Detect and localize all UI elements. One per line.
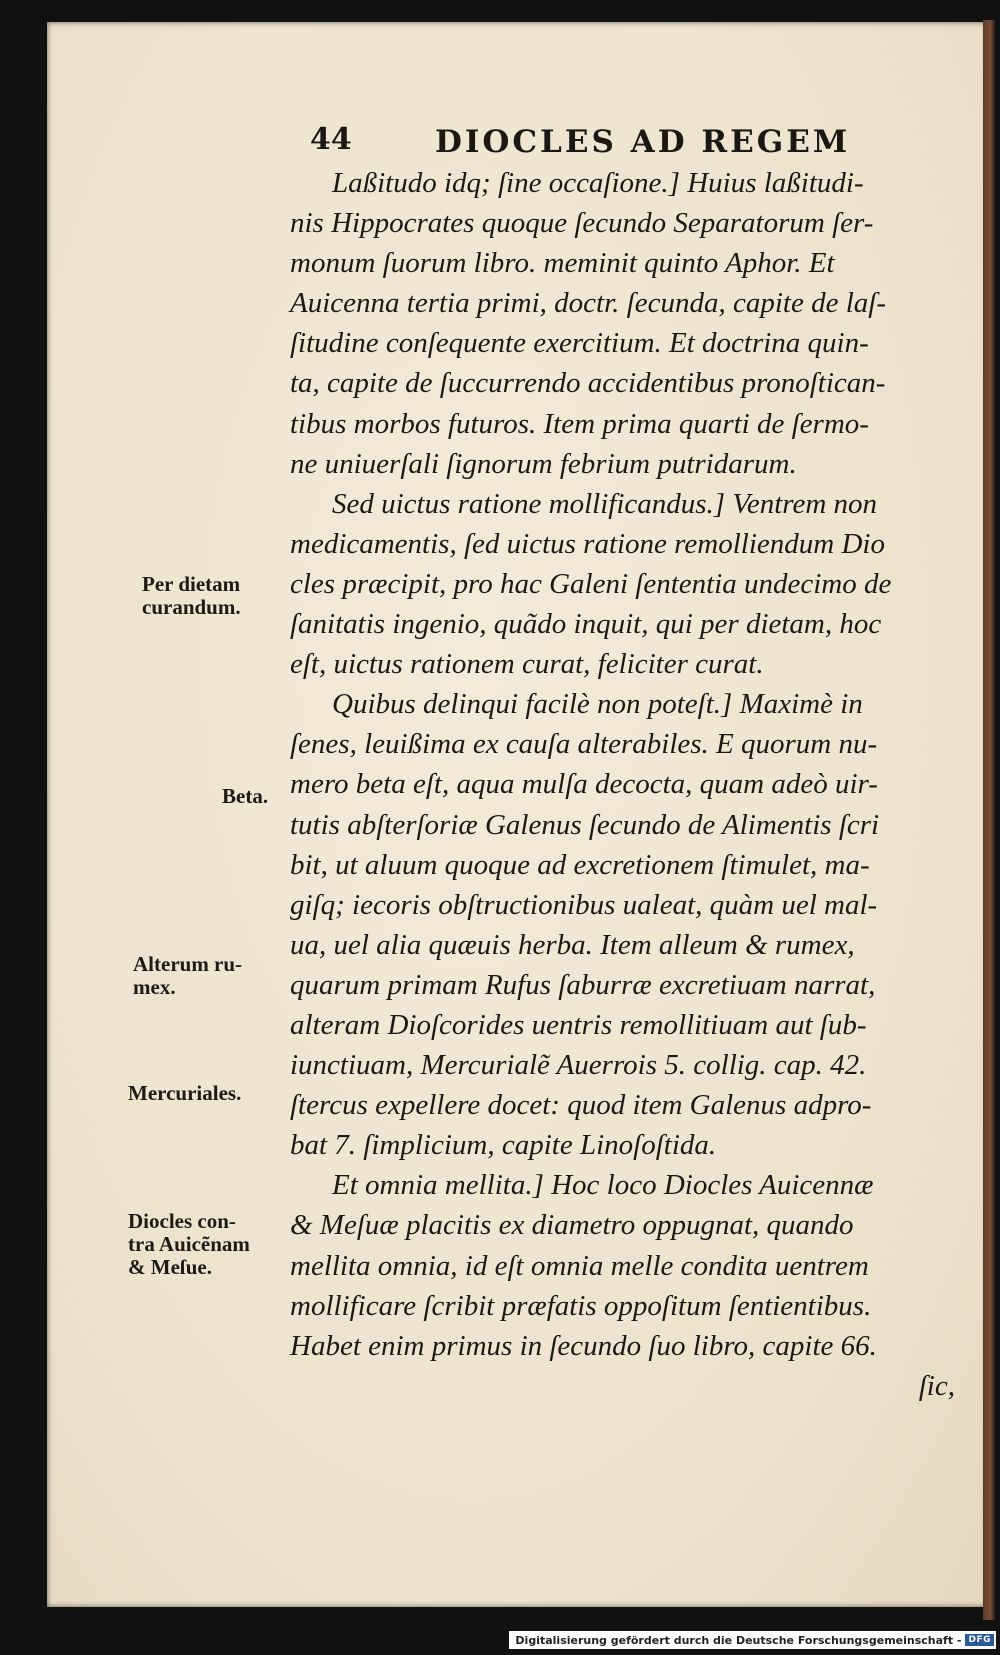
text-line: iunctiuam, Mercurialẽ Auerrois 5. collig. cap. 42. <box>290 1049 867 1082</box>
text-line: & Meſuæ placitis ex diametro oppugnat, quando <box>290 1209 854 1242</box>
text-line: nis Hippocrates quoque ſecundo Separatorum ſer- <box>290 207 874 240</box>
text-line: cles præcipit, pro hac Galeni ſententia undecimo de <box>290 567 892 600</box>
text-line: tibus morbos futuros. Item prima quarti de ſermo- <box>290 407 869 440</box>
text-line: mellita omnia, id eſt omnia melle condita uentrem <box>290 1249 869 1282</box>
margin-note-line: Alterum ru- <box>133 952 243 976</box>
text-line: ſenes, leuißima ex cauſa alterabiles. E quorum nu- <box>290 728 878 761</box>
text-line: monum ſuorum libro. meminit quinto Aphor. Et <box>290 247 835 280</box>
book-edge <box>983 20 995 1620</box>
text-line: Laßitudo idq; ſine occaſione.] Huius laßitudi- <box>332 167 864 199</box>
text-line: alteram Dioſcorides uentris remollitiuam aut ſub- <box>290 1008 867 1041</box>
page-header <box>310 122 870 162</box>
text-line: giſq; iecoris obſtructionibus ualeat, quàm uel mal- <box>290 888 878 921</box>
margin-note-line: & Meſue. <box>128 1255 212 1279</box>
text-line: bat 7. ſimplicium, capite Linoſoſtida. <box>290 1129 717 1162</box>
text-line: Auicenna tertia primi, doctr. ſecunda, capite de laſ- <box>290 287 886 320</box>
margin-note-beta <box>222 785 268 808</box>
text-line: tutis abſterſoriæ Galenus ſecundo de Alimentis ſcri <box>290 808 880 841</box>
margin-note-diocles <box>128 1210 250 1279</box>
dfg-logo: DFG <box>965 1634 994 1646</box>
margin-note-line: mex. <box>133 975 176 999</box>
text-line: quarum primam Rufus ſaburræ excretiuam narrat, <box>290 968 876 1001</box>
text-line: medicamentis, ſed uictus ratione remolliendum Dio <box>290 527 885 560</box>
margin-note-line: Per dietam <box>142 572 241 596</box>
text-line: mollificare ſcribit præfatis oppoſitum ſentientibus. <box>290 1289 872 1322</box>
text-line: Habet enim primus in ſecundo ſuo libro, capite 66. <box>290 1329 877 1362</box>
margin-note-alterum <box>133 953 242 999</box>
margin-note-line: tra Auicẽnam <box>128 1232 250 1256</box>
text-line: Quibus delinqui facilè non poteſt.] Maximè in <box>332 688 863 721</box>
text-line: eſt, uictus rationem curat, feliciter curat. <box>290 648 764 681</box>
text-line: ne uniuerſali ſignorum febrium putridarum. <box>290 447 797 480</box>
text-line: mero beta eſt, aqua mulſa decocta, quam adeò uir- <box>290 768 878 801</box>
margin-note-line: Beta. <box>222 784 269 808</box>
text-line: ſtercus expellere docet: quod item Galenus adpro- <box>290 1089 872 1122</box>
text-line: ta, capite de ſuccurrendo accidentibus pronoſtican- <box>290 367 886 400</box>
text-line: Sed uictus ratione mollificandus.] Ventrem non <box>332 487 878 520</box>
body-text <box>290 163 955 1406</box>
text-line: bit, ut aluum quoque ad excretionem ſtimulet, ma- <box>290 848 870 881</box>
text-line: ſitudine conſequente exercitium. Et doctrina quin- <box>290 327 869 360</box>
running-title: DIOCLES AD REGEM <box>435 124 851 160</box>
margin-note-line: Diocles con- <box>128 1209 236 1233</box>
catchword: ſic, <box>918 1369 955 1402</box>
text-line: ſanitatis ingenio, quãdo inquit, qui per dietam, hoc <box>290 608 882 641</box>
text-line: ua, uel alia quæuis herba. Item alleum & rumex, <box>290 928 855 961</box>
margin-note-mercuriales <box>128 1082 241 1105</box>
margin-note-line: curandum. <box>142 595 241 619</box>
page-number: 44 <box>310 122 352 157</box>
margin-note-per-dietam <box>142 573 241 619</box>
text-line: Et omnia mellita.] Hoc loco Diocles Auicennæ <box>332 1169 874 1202</box>
funding-footer <box>509 1631 996 1649</box>
funding-notice: Digitalisierung gefördert durch die Deutsche Forschungsgemeinschaft - <box>515 1633 962 1647</box>
margin-note-line: Mercuriales. <box>128 1081 242 1105</box>
